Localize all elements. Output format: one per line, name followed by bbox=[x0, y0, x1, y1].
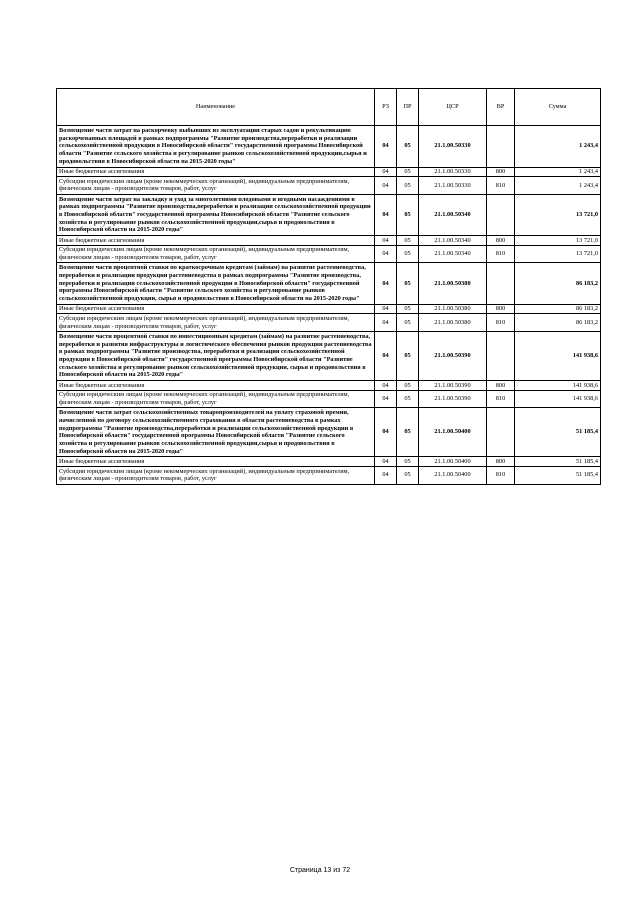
cell-sum: 13 721,0 bbox=[515, 236, 601, 246]
cell-pr: 05 bbox=[397, 381, 419, 391]
table-header-row bbox=[57, 89, 601, 126]
cell-rz: 04 bbox=[375, 126, 397, 168]
cell-sum: 13 721,0 bbox=[515, 194, 601, 236]
cell-csr: 21.1.00.50400 bbox=[419, 457, 487, 467]
cell-rz: 04 bbox=[375, 236, 397, 246]
cell-rz: 04 bbox=[375, 245, 397, 262]
table-row-subitem bbox=[57, 236, 601, 246]
table-row-program bbox=[57, 263, 601, 305]
cell-sum: 13 721,0 bbox=[515, 245, 601, 262]
cell-name: Иные бюджетные ассигнования bbox=[57, 236, 375, 246]
table-row-subitem bbox=[57, 304, 601, 314]
cell-csr: 21.1.00.50330 bbox=[419, 177, 487, 194]
header-pr: ПР bbox=[397, 89, 419, 126]
cell-pr: 05 bbox=[397, 245, 419, 262]
header-csr: ЦСР bbox=[419, 89, 487, 126]
cell-rz: 04 bbox=[375, 467, 397, 484]
cell-csr: 21.1.00.50330 bbox=[419, 167, 487, 177]
cell-rz: 04 bbox=[375, 457, 397, 467]
cell-vr: 810 bbox=[487, 314, 515, 331]
table-row-subitem bbox=[57, 314, 601, 331]
table-row-subitem bbox=[57, 467, 601, 484]
cell-name: Иные бюджетные ассигнования bbox=[57, 457, 375, 467]
cell-name: Субсидии юридическим лицам (кроме некоммерческих организаций), индивидуальным предпринимателям, физическим лицам - производителям товаров, работ, услуг bbox=[57, 245, 375, 262]
cell-name: Иные бюджетные ассигнования bbox=[57, 167, 375, 177]
cell-vr bbox=[487, 126, 515, 168]
table-row-subitem bbox=[57, 457, 601, 467]
table-row-program bbox=[57, 408, 601, 457]
cell-pr: 05 bbox=[397, 263, 419, 305]
cell-vr: 810 bbox=[487, 467, 515, 484]
table-body bbox=[57, 126, 601, 485]
cell-sum: 51 185,4 bbox=[515, 457, 601, 467]
cell-vr bbox=[487, 194, 515, 236]
cell-rz: 04 bbox=[375, 314, 397, 331]
cell-name: Возмещение части затрат сельскохозяйственных товаропроизводителей на уплату страховой премии, начисленной по договору сельскохозяйственного страхования в области растениеводства в рамках подпрограммы "Развитие производства,переработки и реализации сельскохозяйственной продукции в Новосибирской области" государственной программы Новосибирской области "Развитие сельского хозяйства и регулирование рынков сельскохозяйственной продукции,сырья и продовольствия в Новосибирской области на 2015-2020 годы" bbox=[57, 408, 375, 457]
cell-vr: 810 bbox=[487, 177, 515, 194]
cell-sum: 1 243,4 bbox=[515, 126, 601, 168]
cell-csr: 21.1.00.50380 bbox=[419, 263, 487, 305]
cell-csr: 21.1.00.50400 bbox=[419, 408, 487, 457]
cell-csr: 21.1.00.50390 bbox=[419, 390, 487, 407]
cell-rz: 04 bbox=[375, 263, 397, 305]
cell-rz: 04 bbox=[375, 167, 397, 177]
cell-name: Субсидии юридическим лицам (кроме некоммерческих организаций), индивидуальным предпринимателям, физическим лицам - производителям товаров, работ, услуг bbox=[57, 314, 375, 331]
cell-sum: 141 938,6 bbox=[515, 331, 601, 380]
cell-name: Иные бюджетные ассигнования bbox=[57, 381, 375, 391]
cell-sum: 141 938,6 bbox=[515, 390, 601, 407]
page-number: Страница 13 из 72 bbox=[289, 867, 351, 874]
cell-rz: 04 bbox=[375, 194, 397, 236]
cell-pr: 05 bbox=[397, 457, 419, 467]
cell-vr bbox=[487, 263, 515, 305]
cell-pr: 05 bbox=[397, 167, 419, 177]
cell-csr: 21.1.00.50340 bbox=[419, 245, 487, 262]
cell-csr: 21.1.00.50390 bbox=[419, 331, 487, 380]
table-row-program bbox=[57, 194, 601, 236]
header-name: Наименование bbox=[57, 89, 375, 126]
cell-name: Возмещение части затрат на раскорчевку выбывших из эксплуатации старых садов и рекультивацию раскорчеванных площадей в рамках подпрограммы "Развитие производства,переработки и реализации сельскохозяйственной продукции в Новосибирской области" государственной программы Новосибирской области "Развитие сельского хозяйства и регулирование рынков сельскохозяйственной продукции,сырья и продовольствия в Новосибирской области на 2015-2020 годы" bbox=[57, 126, 375, 168]
cell-vr: 800 bbox=[487, 457, 515, 467]
cell-pr: 05 bbox=[397, 390, 419, 407]
cell-sum: 86 183,2 bbox=[515, 314, 601, 331]
cell-name: Субсидии юридическим лицам (кроме некоммерческих организаций), индивидуальным предпринимателям, физическим лицам - производителям товаров, работ, услуг bbox=[57, 390, 375, 407]
cell-pr: 05 bbox=[397, 236, 419, 246]
cell-pr: 05 bbox=[397, 467, 419, 484]
cell-sum: 86 183,2 bbox=[515, 263, 601, 305]
header-sum: Сумма bbox=[515, 89, 601, 126]
cell-name: Иные бюджетные ассигнования bbox=[57, 304, 375, 314]
cell-vr: 800 bbox=[487, 236, 515, 246]
cell-csr: 21.1.00.50400 bbox=[419, 467, 487, 484]
cell-vr: 810 bbox=[487, 245, 515, 262]
cell-name: Возмещение части процентной ставки по краткосрочным кредитам (займам) на развитие растениеводства, переработки и реализации продукции растениеводства в рамках подпрограммы "Развитие производства, переработки и реализации сельскохозяйственной продукции в Новосибирской области" государственной программы Новосибирской области "Развитие сельского хозяйства и регулирование рынков сельскохозяйственной продукции, сырья и продовольствия в Новосибирской области на 2015-2020 годы" bbox=[57, 263, 375, 305]
cell-rz: 04 bbox=[375, 331, 397, 380]
cell-vr: 800 bbox=[487, 304, 515, 314]
cell-rz: 04 bbox=[375, 304, 397, 314]
cell-csr: 21.1.00.50330 bbox=[419, 126, 487, 168]
cell-pr: 05 bbox=[397, 408, 419, 457]
cell-rz: 04 bbox=[375, 408, 397, 457]
cell-name: Субсидии юридическим лицам (кроме некоммерческих организаций), индивидуальным предпринимателям, физическим лицам - производителям товаров, работ, услуг bbox=[57, 467, 375, 484]
table-row-program bbox=[57, 126, 601, 168]
cell-csr: 21.1.00.50340 bbox=[419, 236, 487, 246]
cell-pr: 05 bbox=[397, 304, 419, 314]
table-row-subitem bbox=[57, 245, 601, 262]
cell-csr: 21.1.00.50340 bbox=[419, 194, 487, 236]
cell-sum: 51 185,4 bbox=[515, 467, 601, 484]
cell-pr: 05 bbox=[397, 194, 419, 236]
header-rz: РЗ bbox=[375, 89, 397, 126]
cell-name: Субсидии юридическим лицам (кроме некоммерческих организаций), индивидуальным предпринимателям, физическим лицам - производителям товаров, работ, услуг bbox=[57, 177, 375, 194]
table-row-subitem bbox=[57, 390, 601, 407]
budget-table bbox=[56, 88, 601, 485]
table-row-program bbox=[57, 331, 601, 380]
cell-rz: 04 bbox=[375, 177, 397, 194]
cell-rz: 04 bbox=[375, 381, 397, 391]
cell-name: Возмещение части процентной ставки по инвестиционным кредитам (займам) на развитие растениеводства, переработки и развития инфраструктуры и логистического обеспечения рынков продукции растениеводства в рамках подпрограммы "Развитие производства, переработки и реализации сельскохозяйственной продукции в Новосибирской области" государственной программы Новосибирской области "Развитие сельского хозяйства и регулирование рынков сельскохозяйственной продукции, сырья и продовольствия в Новосибирской области на 2015-2020 годы" bbox=[57, 331, 375, 380]
cell-pr: 05 bbox=[397, 126, 419, 168]
cell-sum: 51 185,4 bbox=[515, 408, 601, 457]
cell-pr: 05 bbox=[397, 331, 419, 380]
cell-csr: 21.1.00.50390 bbox=[419, 381, 487, 391]
cell-vr bbox=[487, 331, 515, 380]
cell-vr bbox=[487, 408, 515, 457]
cell-name: Возмещение части затрат на закладку и уход за многолетними плодовыми и ягодными насаждениями в рамках подпрограммы "Развитие производства,переработки и реализации сельскохозяйственной продукции в Новосибирской области" государственной программы Новосибирской области "Развитие сельского хозяйства и регулирование рынков сельскохозяйственной продукции,сырья и продовольствия в Новосибирской области на 2015-2020 годы" bbox=[57, 194, 375, 236]
cell-sum: 141 938,6 bbox=[515, 381, 601, 391]
cell-sum: 1 243,4 bbox=[515, 177, 601, 194]
cell-csr: 21.1.00.50380 bbox=[419, 314, 487, 331]
cell-pr: 05 bbox=[397, 177, 419, 194]
header-vr: ВР bbox=[487, 89, 515, 126]
cell-vr: 810 bbox=[487, 390, 515, 407]
table-row-subitem bbox=[57, 177, 601, 194]
cell-csr: 21.1.00.50380 bbox=[419, 304, 487, 314]
cell-vr: 800 bbox=[487, 167, 515, 177]
table-row-subitem bbox=[57, 167, 601, 177]
cell-sum: 86 183,2 bbox=[515, 304, 601, 314]
table-row-subitem bbox=[57, 381, 601, 391]
cell-sum: 1 243,4 bbox=[515, 167, 601, 177]
cell-rz: 04 bbox=[375, 390, 397, 407]
cell-pr: 05 bbox=[397, 314, 419, 331]
cell-vr: 800 bbox=[487, 381, 515, 391]
